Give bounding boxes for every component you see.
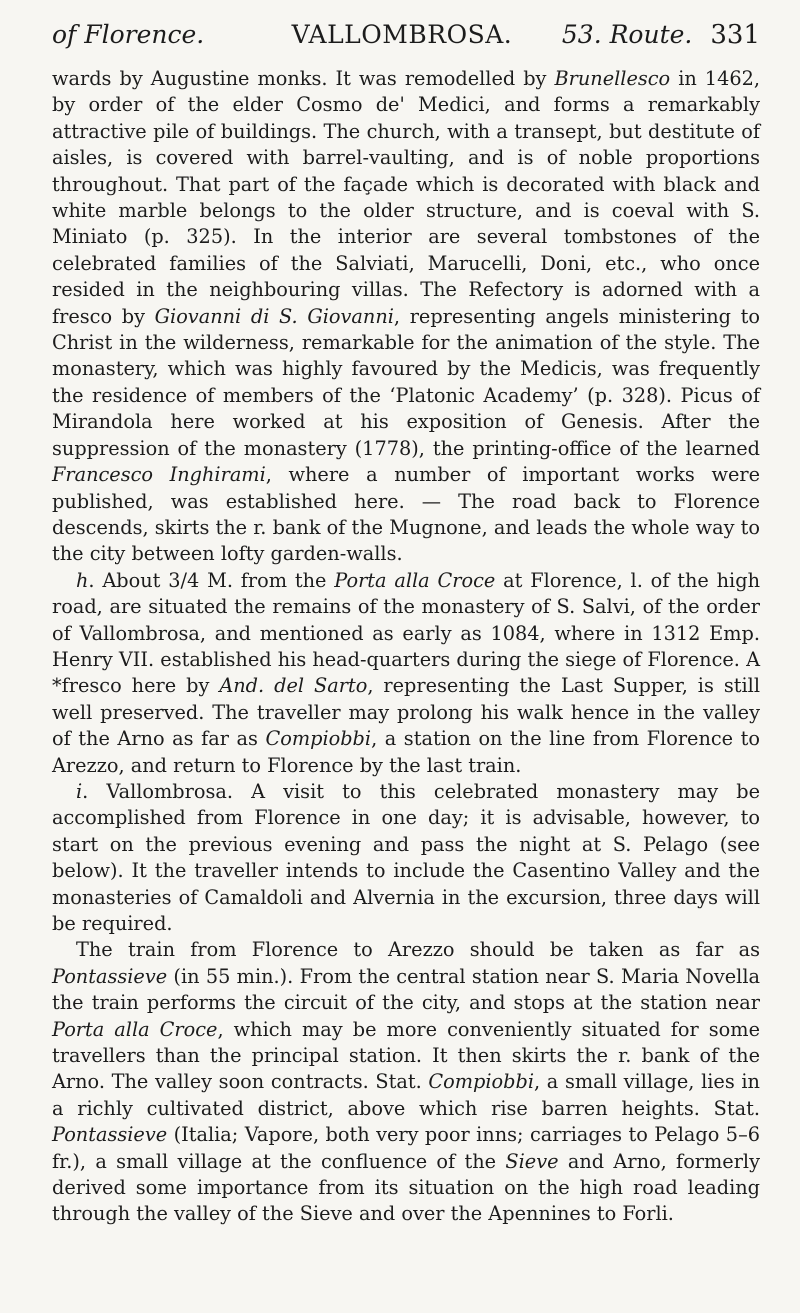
header-title: VALLOMBROSA.	[291, 20, 513, 49]
text-run: The train from Florence to Arezzo should be taken as far as	[76, 938, 760, 962]
paragraph-4	[52, 937, 760, 1227]
italic-text: Compiobbi	[428, 1070, 535, 1094]
italic-text: Pontassieve	[52, 964, 168, 988]
italic-text: And. del Sarto	[219, 674, 368, 698]
running-header	[52, 20, 760, 50]
italic-text: i	[76, 779, 83, 803]
header-route: 53. Route.	[561, 20, 693, 49]
text-run: (in 55 min.). From the central station near S. Maria Novella the train performs the circuit of the city, and stops at the station near	[52, 964, 760, 1015]
text-run: . About 3/4 M. from the	[88, 568, 335, 592]
text-run: wards by Augustine monks. It was remodelled by	[52, 67, 555, 90]
text-run: , representing angels ministering to Christ in the wilderness, remarkable for the animation of the style. The monastery, which was highly favoured by the Medicis, was frequently the residence of members of the ‘Platonic Academy’ (p. 328). Picus of Mirandola here worked at his exposition of Genesis. After the suppression of the monastery (1778), the printing-office of the learned	[52, 304, 760, 460]
text-run: at Florence, l. of the high road, are situated the remains of the monastery of S. Salvi, of the order of Vallombrosa, and mentioned as early as 1084, where in 1312 Emp. Henry VII. established his head-quarters during the siege of Florence. A *fresco here by	[52, 568, 760, 698]
italic-text: Pontassieve	[52, 1123, 168, 1147]
text-run: . Vallombrosa. A visit to this celebrated monastery may be accomplished from Florence in one day; it is advisable, however, to start on the previous evening and pass the night at S. Pelago (see below). It the traveller intends to include the Casentino Valley and the monasteries of Camaldoli and Alvernia in the excursion, three days will be required.	[52, 779, 760, 935]
page-number: 331	[710, 20, 760, 50]
italic-text: Francesco Inghirami	[52, 463, 266, 487]
italic-text: Compiobbi	[265, 727, 372, 751]
italic-text: Sieve	[505, 1149, 559, 1173]
text-run: , representing the Last Supper, is still well preserved. The traveller may prolong his walk hence in the valley of the Arno as far as	[52, 674, 760, 751]
header-section: of Florence.	[52, 20, 205, 49]
italic-text: Porta alla Croce	[52, 1017, 218, 1041]
text-run: (Italia; Vapore, both very poor inns; carriages to Pelago 5–6 fr.), a small village at the confluence of the	[52, 1123, 760, 1173]
paragraph-1	[52, 66, 760, 568]
paragraph-3	[52, 779, 760, 937]
italic-text: h	[76, 568, 89, 592]
text-run: , a small village, lies in a richly cultivated district, above which rise barren heights. Stat.	[52, 1070, 760, 1120]
text-run: , a station on the line from Florence to Arezzo, and return to Florence by the last train.	[52, 727, 760, 777]
paragraph-2	[52, 568, 760, 779]
italic-text: Porta alla Croce	[334, 568, 496, 592]
italic-text: Giovanni di S. Giovanni	[154, 304, 394, 328]
text-run: , which may be more conveniently situated for some travellers than the principal station. It then skirts the r. bank of the Arno. The valley soon contracts. Stat.	[52, 1017, 760, 1094]
page-body	[52, 66, 760, 1228]
italic-text: Brunellesco	[554, 67, 671, 90]
text-run: and Arno, formerly derived some importance from its situation on the high road leading through the valley of the Sieve and over the Apennines to Forli.	[52, 1149, 760, 1226]
text-run: , where a number of important works were published, was established here. — The road back to Florence descends, skirts the r. bank of the Mugnone, and leads the whole way to the city between lofty garden-walls.	[52, 463, 760, 566]
text-run: in 1462, by order of the elder Cosmo de' Medici, and forms a remarkably attractive pile of buildings. The church, with a transept, but destitute of aisles, is covered with barrel-vaulting, and is of noble proportions throughout. That part of the façade which is decorated with black and white marble belongs to the older structure, and is coeval with S. Miniato (p. 325). In the interior are several tombstones of the celebrated families of the Salviati, Marucelli, Doni, etc., who once resided in the neighbouring villas. The Refectory is adorned with a fresco by	[52, 67, 760, 328]
